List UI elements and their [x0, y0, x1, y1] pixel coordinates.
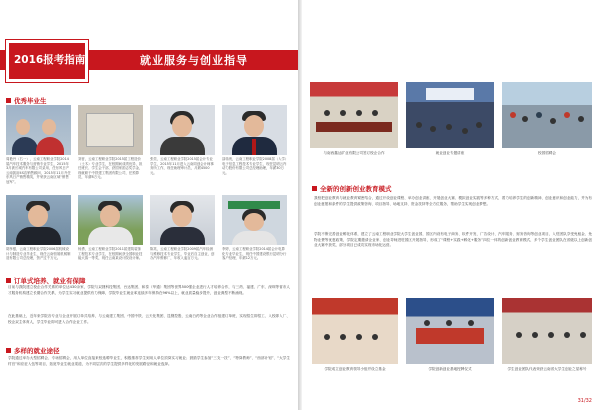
student-caption: 杨勇，云南工程职业学院2011届建筑装饰工程技术专业学生，在校期间获全国职业技能大赛一等奖，现任云南某设计院设计师。	[78, 247, 143, 261]
student-photo	[222, 105, 287, 155]
page-title: 就业服务与创业指导	[140, 54, 248, 67]
student-card	[222, 105, 287, 185]
section-title-students: 优秀毕业生	[6, 96, 47, 105]
student-caption: 刘晋，云南工程职业学院2015届工程造价（土木）专业学生，在校期间成绩优异，担任班长、学生会干部，获国家励志奖学金，现就职于中铁建工集团有限公司，任预算员，年薪8万元。	[78, 157, 143, 180]
student-card	[6, 105, 71, 185]
photo-cooperation-signing	[310, 82, 398, 148]
student-card	[78, 195, 143, 275]
student-photo	[6, 105, 71, 155]
photo-entrepreneur-award	[502, 298, 592, 364]
photo-caption: 与南西鑫达矿业有限公司签订校企合作	[323, 151, 385, 155]
student-card	[150, 105, 215, 185]
photo-caption: 就业创业专题讲座	[435, 151, 465, 155]
student-caption: 张奕，云南工程职业学院2015届会计专业学生，2015年11月进入云南同创会计师事务所工作，现任助理审计员，月薪4500元。	[150, 157, 214, 175]
student-photo	[150, 105, 215, 155]
student-photo	[6, 195, 71, 245]
innovation-paragraph-2: 学院不断完善创业孵化体系，建立了云南工程职业学院大学生创业园，园区内设有电子商务、软件开发、广告设计、汽车服务、财务咨询等创业项目，入驻团队享受免租金、免物业费等优惠政策，学院定期邀请企业家、创业导师进驻园区开展指导，形成了“课程+实践+孵化+服务”四位一体的创新创业教育模式，多个学生创业团队在省级以上创新创业大赛中获奖，部分项目已成功实现市场化运营。	[314, 232, 592, 248]
photo-campus-job-fair	[502, 82, 592, 148]
student-card	[78, 105, 143, 185]
section-title-orders: 订单式培养、就业有保障	[6, 276, 86, 285]
photo-caption: 校园招聘会	[538, 151, 556, 155]
innovation-paragraph-1: 我校把创业教育与就业教育紧密结合，通过开设创业课程、举办创业讲座、开展创业大赛、模拟创业实践等多种方式，着力培养学生的创新精神、创业意识和创业能力，并为有创业意愿和条件的学生提供政策咨询、项目指导、场地支持、资金扶持等全方位服务，帮助学生实现创业梦想。	[314, 196, 592, 206]
student-photo	[150, 195, 215, 245]
photo-career-lecture	[406, 82, 494, 148]
bullet-square-icon	[6, 278, 11, 283]
student-caption: 邵伟贵，云南工程职业学院2008届（入学）电子信息工程技术专业学生，现任昆明云内动力股份有限公司总经理助理，年薪30万元。	[222, 157, 287, 175]
bullet-square-icon	[6, 98, 11, 103]
photo-caption: 学院创新创业基地授牌仪式	[428, 367, 472, 371]
right-page	[302, 0, 600, 410]
section-title-innovation: 全新的创新创业教育模式	[312, 184, 392, 193]
bullet-square-icon	[312, 186, 317, 191]
student-card	[6, 195, 71, 275]
photo-incubation-ceremony	[406, 298, 494, 364]
header-tag: 2016报考指南	[14, 54, 86, 66]
student-caption: 陈英，云南工程职业学院2009届汽车检测与维修技术专业学生，毕业后自主创业，创办汽车维修厂，年收入逾百万元。	[150, 247, 215, 261]
student-photo	[78, 195, 143, 245]
student-photo	[78, 105, 143, 155]
student-card	[222, 195, 287, 275]
left-page	[0, 0, 298, 410]
bullet-square-icon	[6, 348, 11, 353]
student-card	[150, 195, 215, 275]
student-caption: 李婷，云南工程职业学院2014届会计电算化专业毕业生，现任中国建设银行昆明分行客户经理，年薪12万元。	[222, 247, 287, 261]
page-number: 31/32	[577, 398, 592, 404]
orders-paragraph: 目前与我院建立校企合作关系的单位达430余家，学院与双捷科技集团、台达集团、和泰（华通）集团等世界500强企业进行人才培养合作，与三药、福建、广东、深圳等省市人才服务机构建立长期合作关系，为学生实习就业提供有力保障，学院毕业生就业率连续多年保持在96%以上，就业质量稳步提升，创业典型不断涌现。	[8, 285, 290, 295]
paths-paragraph: 学院通过举办大型招聘会、专场招聘会，用人单位直接来校选聘毕业生，积极推荐学生到用人单位顶岗实习就业；鼓励学生参加“三支一扶”、“特岗教师”、“西部计划”、“大学生村官”和应征入伍等项目，拓宽毕业生就业渠道，为不同层次的学生提供多样化的发展路径和就业选择。	[8, 356, 290, 366]
section-title-paths: 多样的就业途径	[6, 346, 60, 355]
photo-caption: 学生创业团队代表荣获云南省大学生创业之星称号	[507, 367, 587, 371]
student-caption: 周艳丹（右一），云南工程职业学院2014届汽车技术服务与营销专业学生，2015年3月被长城汽车有限公司录用，任东风日产云南凯裕4S店销售顾问，2015年11月升任东风日产销售精英，并荣获云南区域“销售冠军”。	[6, 157, 71, 184]
orders-paragraph-2: 在此基础上，近年来学院各专业与企业开展订单式培养，与云南建工集团、中国中铁、云天化集团、昆钢控股、云南白药等企业合作组建订单班，实现招生即招工、入校即入厂、校企双主体育人，学生毕业即可进入合作企业工作。	[8, 314, 290, 324]
photo-caption: 学院成立创业教育领导小组并设立基金	[324, 367, 386, 371]
photo-leadership-group	[312, 298, 398, 364]
student-caption: 胡孝强，云南工程职业学院2006届机械设计与制造专业毕业生，现任云南恒晟机械制造有限公司总经理，资产过千万元。	[6, 247, 71, 261]
student-photo	[222, 195, 287, 245]
